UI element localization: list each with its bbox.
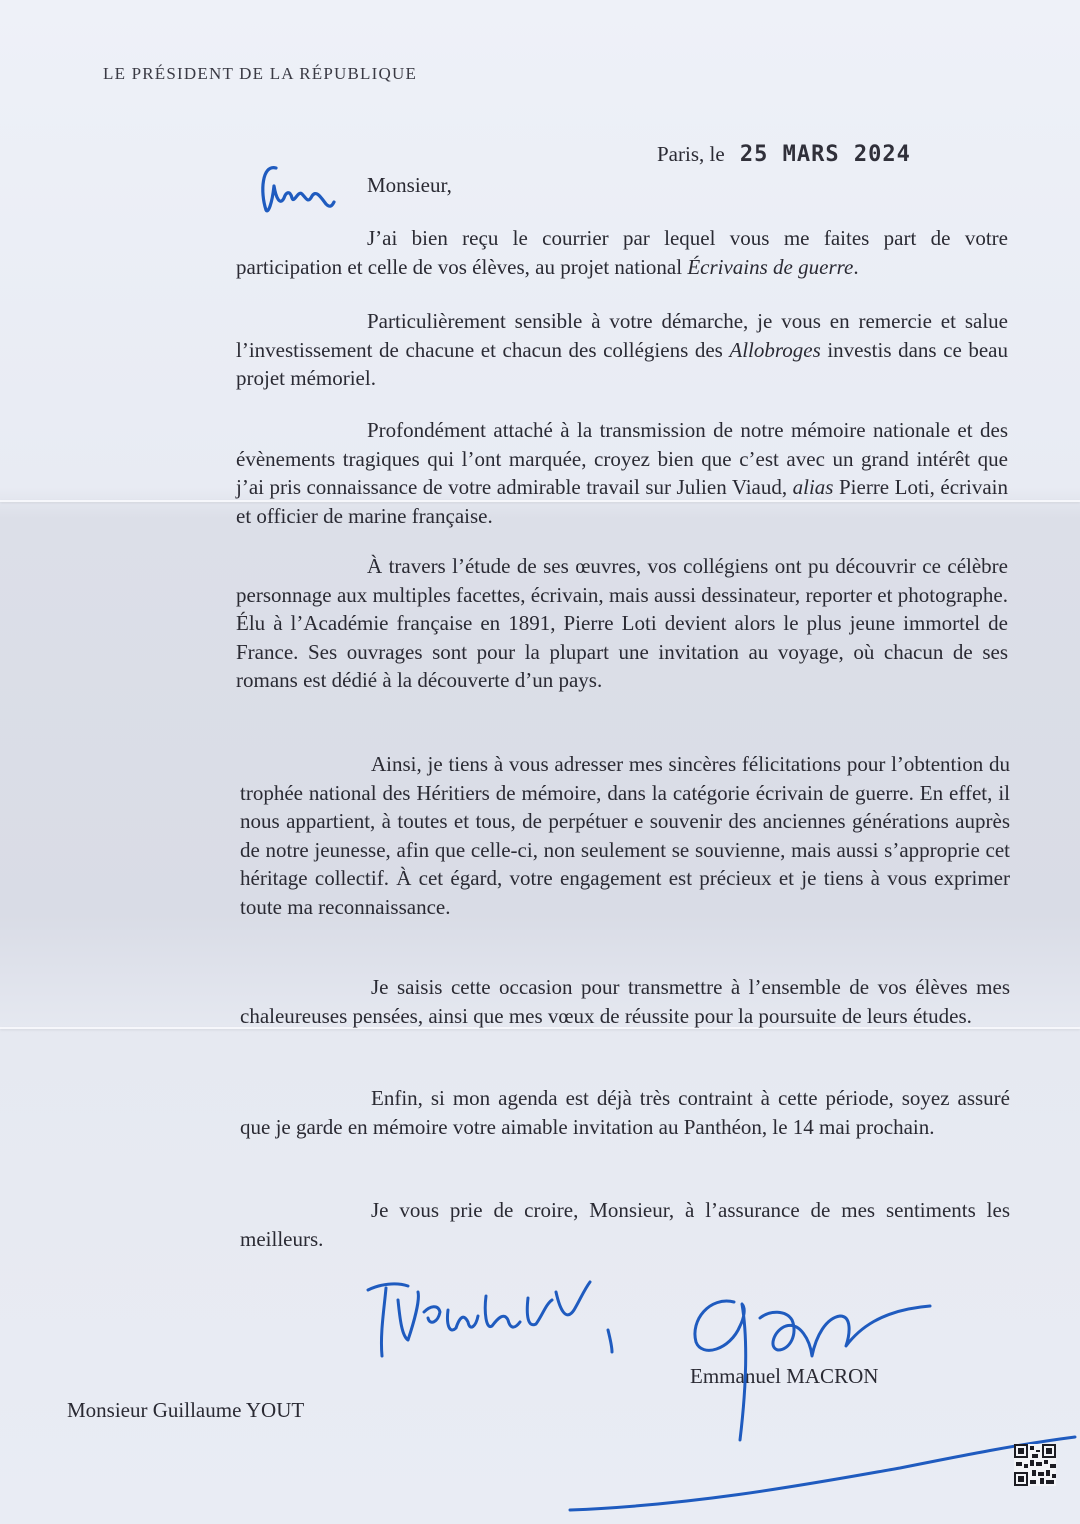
qr-code-icon (1014, 1444, 1056, 1486)
school-name: Allobroges (729, 337, 821, 362)
paragraph-5: Ainsi, je tiens à vous adresser mes sincères félicitations pour l’obtention du trophée national des Héritiers de mémoire, dans la catégorie écrivain de guerre. En effet, il nous appartient, à toutes et tous, de perpétuer e souvenir des anciennes générations auprès de notre jeunesse, afin que celle-ci, non seulement se souvienne, mais aussi s’approprie cet héritage collectif. À cet égard, votre engagement est précieux et je tiens à vous exprimer toute ma reconnaissance. (240, 752, 1010, 919)
paragraph-6: Je saisis cette occasion pour transmettre à l’ensemble de vos élèves mes chaleureuses pensées, ainsi que mes vœux de réussite pour la poursuite de leurs études. (240, 975, 1010, 1028)
paragraph-2: Particulièrement sensible à votre démarche, je vous en remercie et salue l’investissement de chacune et chacun des collégiens des Allobroges investis dans ce beau projet mémoriel. (236, 309, 1009, 390)
closing-paragraph: Je vous prie de croire, Monsieur, à l’assurance de mes sentiments les meilleurs. (240, 1198, 1010, 1251)
salutation: Monsieur, (367, 173, 452, 197)
letterhead: LE PRÉSIDENT DE LA RÉPUBLIQUE (103, 64, 418, 83)
paragraph-7: Enfin, si mon agenda est déjà très contraint à cette période, soyez assuré que je garde en mémoire votre aimable invitation au Panthéon, le 14 mai prochain. (240, 1086, 1010, 1139)
project-name: Écrivains de guerre (687, 254, 854, 279)
paragraph-4: À travers l’étude de ses œuvres, vos collégiens ont pu découvrir ce célèbre personnage aux multiples facettes, écrivain, mais aussi dessinateur, reporter et photographe. Élu à l’Académie française en 1891, Pierre Loti devient alors le plus jeune immortel de France. Ses ouvrages sont pour la plupart une invitation au voyage, où chacun de ses romans est dédié à la découverte d’un pays. (236, 554, 1008, 692)
recipient-name: Monsieur Guillaume YOUT (67, 1398, 305, 1422)
dateline (657, 142, 911, 167)
paragraph-1: J’ai bien reçu le courrier par lequel vous me faites part de votre participation et celle de vos élèves, au projet national Écrivains de guerre. (236, 226, 1008, 279)
date-stamp: 25 MARS 2024 (739, 142, 911, 167)
paragraph-3: Profondément attaché à la transmission de notre mémoire nationale et des évènements tragiques qui l’ont marquée, croyez bien que c’est avec un grand intérêt que j’ai pris connaissance de votre admirable travail sur Julien Viaud, alias Pierre Loti, écrivain et officier de marine française. (236, 418, 1009, 528)
signatory-name: Emmanuel MACRON (690, 1364, 879, 1388)
dateline-place: Paris, le (657, 142, 725, 166)
